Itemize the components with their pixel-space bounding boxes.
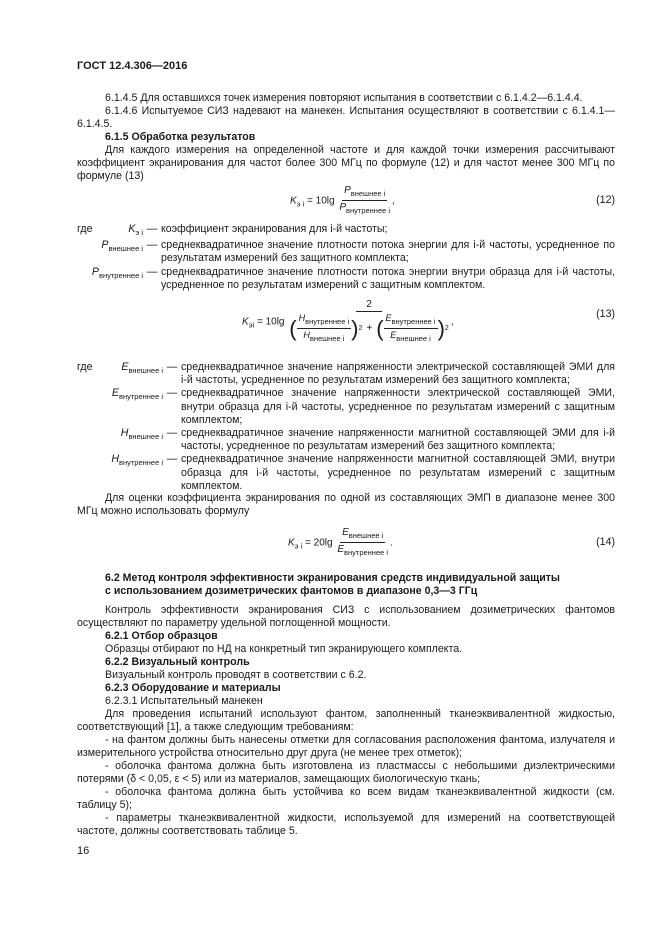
heading-6-2-3: 6.2.3 Оборудование и материалы bbox=[105, 682, 281, 694]
list-item: - оболочка фантома должна быть устойчива ко всем видам тканеэквивалентной жидкости (см. таблицу 5); bbox=[77, 786, 615, 812]
formula-12-number: (12) bbox=[596, 194, 615, 206]
paragraph-6-2-2: Визуальный контроль проводят в соответствии с 6.2. bbox=[105, 669, 367, 681]
definition-row: $E_{внутреннее i}$ — среднеквадратичное значение напряженности электрической составляющей ЭМИ, внутри образца для i-й частоты, усредненное по результатам измерений с защитным комплектом; bbox=[111, 387, 615, 426]
paragraph-6-1-5: Для каждого измерения на определенной частоте и для каждой точки измерения рассчитывают коэффициент экранирования для частот более 300 МГц по формуле (12) и для частот менее 300 МГц по формуле (13) bbox=[77, 144, 615, 183]
definition-row: $H_{внутреннее i}$ — среднеквадратичное значение напряженности магнитной составляющей ЭМИ, внутри образца для i-й частоты, усредненное по результатам измерений с защитным комплектом. bbox=[111, 453, 615, 492]
formula-13-number: (13) bbox=[596, 308, 615, 320]
heading-6-1-5: 6.1.5 Обработка результатов bbox=[105, 131, 256, 143]
paragraph-6-2-3-1: 6.2.3.1 Испытательный манекен bbox=[105, 695, 263, 707]
formula-14: $K_{э i} = 20\lg$ $\frac{E_{внешнее i}}{E_{внутреннее i}}$ . bbox=[288, 527, 393, 558]
heading-6-2-line1: 6.2 Метод контроля эффективности экранирования средств индивидуальной защиты bbox=[105, 572, 560, 584]
definitions-13 bbox=[77, 361, 615, 493]
definition-row: $H_{внешнее i}$ — среднеквадратичное значение напряженности магнитной составляющей ЭМИ для i-й частоты, усредненное по результатам измерений без защитного комплекта; bbox=[120, 427, 615, 453]
list-item: - оболочка фантома должна быть изготовлена из пластмассы с небольшими диэлектрическими потерями (δ < 0,05, ε < 5) или из материалов, замещающих биологическую ткань; bbox=[77, 760, 615, 786]
formula-12: $K_{э i} = 10\lg$ $\frac{P_{внешнее i}}{P_{внутреннее i}}$ , bbox=[290, 185, 395, 216]
paragraph-6-1-4-6: 6.1.4.6 Испытуемое СИЗ надевают на манекен. Испытания осуществляют в соответствии с 6.1.4.1—6.1.4.5. bbox=[77, 105, 615, 131]
formula-14-number: (14) bbox=[596, 536, 615, 548]
definition-row: где $E_{внешнее i}$ — среднеквадратичное значение напряженности электрической составляющей ЭМИ для i-й частоты, усредненное по результатам измерений без защитного комплекта; bbox=[77, 361, 615, 387]
paragraph-phantom: Для проведения испытаний используют фантом, заполненный тканеэквивалентной жидкостью, соответствующий [1], а также следующим требованиям: bbox=[77, 708, 615, 734]
paragraph-6-1-4-5: 6.1.4.5 Для оставшихся точек измерения повторяют испытания в соответствии с 6.1.4.2—6.1.4.4. bbox=[105, 92, 583, 104]
heading-6-2-1: 6.2.1 Отбор образцов bbox=[105, 630, 218, 642]
definition-row: $P_{внешнее i}$ — среднеквадратичное значение плотности потока энергии для i-й частоты, усредненное по результатам измерений без защитного комплекта; bbox=[101, 239, 615, 265]
paragraph-300mhz: Для оценки коэффициента экранирования по одной из составляющих ЭМП в диапазоне менее 300 МГц можно использовать формулу bbox=[77, 492, 615, 518]
heading-6-2-line2: с использованием дозиметрических фантомов в диапазоне 0,3—3 ГГц bbox=[105, 585, 478, 597]
definitions-12 bbox=[77, 223, 615, 292]
list-item: - параметры тканеэквивалентной жидкости, используемой для измерений на соответствующей частоте, должны соответствовать таблице 5. bbox=[77, 812, 615, 838]
definition-row: где $K_{э i}$ — коэффициент экранирования для i-й частоты; bbox=[77, 223, 388, 237]
paragraph-6-2-1: Образцы отбирают по НД на конкретный тип экранирующего комплекта. bbox=[105, 643, 463, 655]
definition-row: $P_{внутреннее i}$ — среднеквадратичное значение плотности потока энергии внутри образца для i-й частоты, усредненное по результатам измерений с защитным комплектом. bbox=[91, 265, 615, 291]
list-item: - на фантом должны быть нанесены отметки для согласования расположения фантома, излучателя и измерительного устройства относительно друг друга (не менее трех отметок); bbox=[77, 734, 615, 760]
heading-6-2-2: 6.2.2 Визуальный контроль bbox=[105, 656, 250, 668]
page-number: 16 bbox=[77, 845, 90, 857]
formula-13: $K_{эi} = 10\lg$ 2 ( $\frac{H_{внутреннее i}}{H_{внешнее i}}$ ) 2 + ( $\frac{E_{внутреннее i}}{E_{внешнее i}}$ ) 2 , bbox=[242, 299, 454, 344]
paragraph-6-2: Контроль эффективности экранирования СИЗ с использованием дозиметрических фантомов осуществляют по параметру удельной поглощенной мощности. bbox=[77, 604, 615, 630]
document-header: ГОСТ 12.4.306—2016 bbox=[77, 60, 188, 72]
